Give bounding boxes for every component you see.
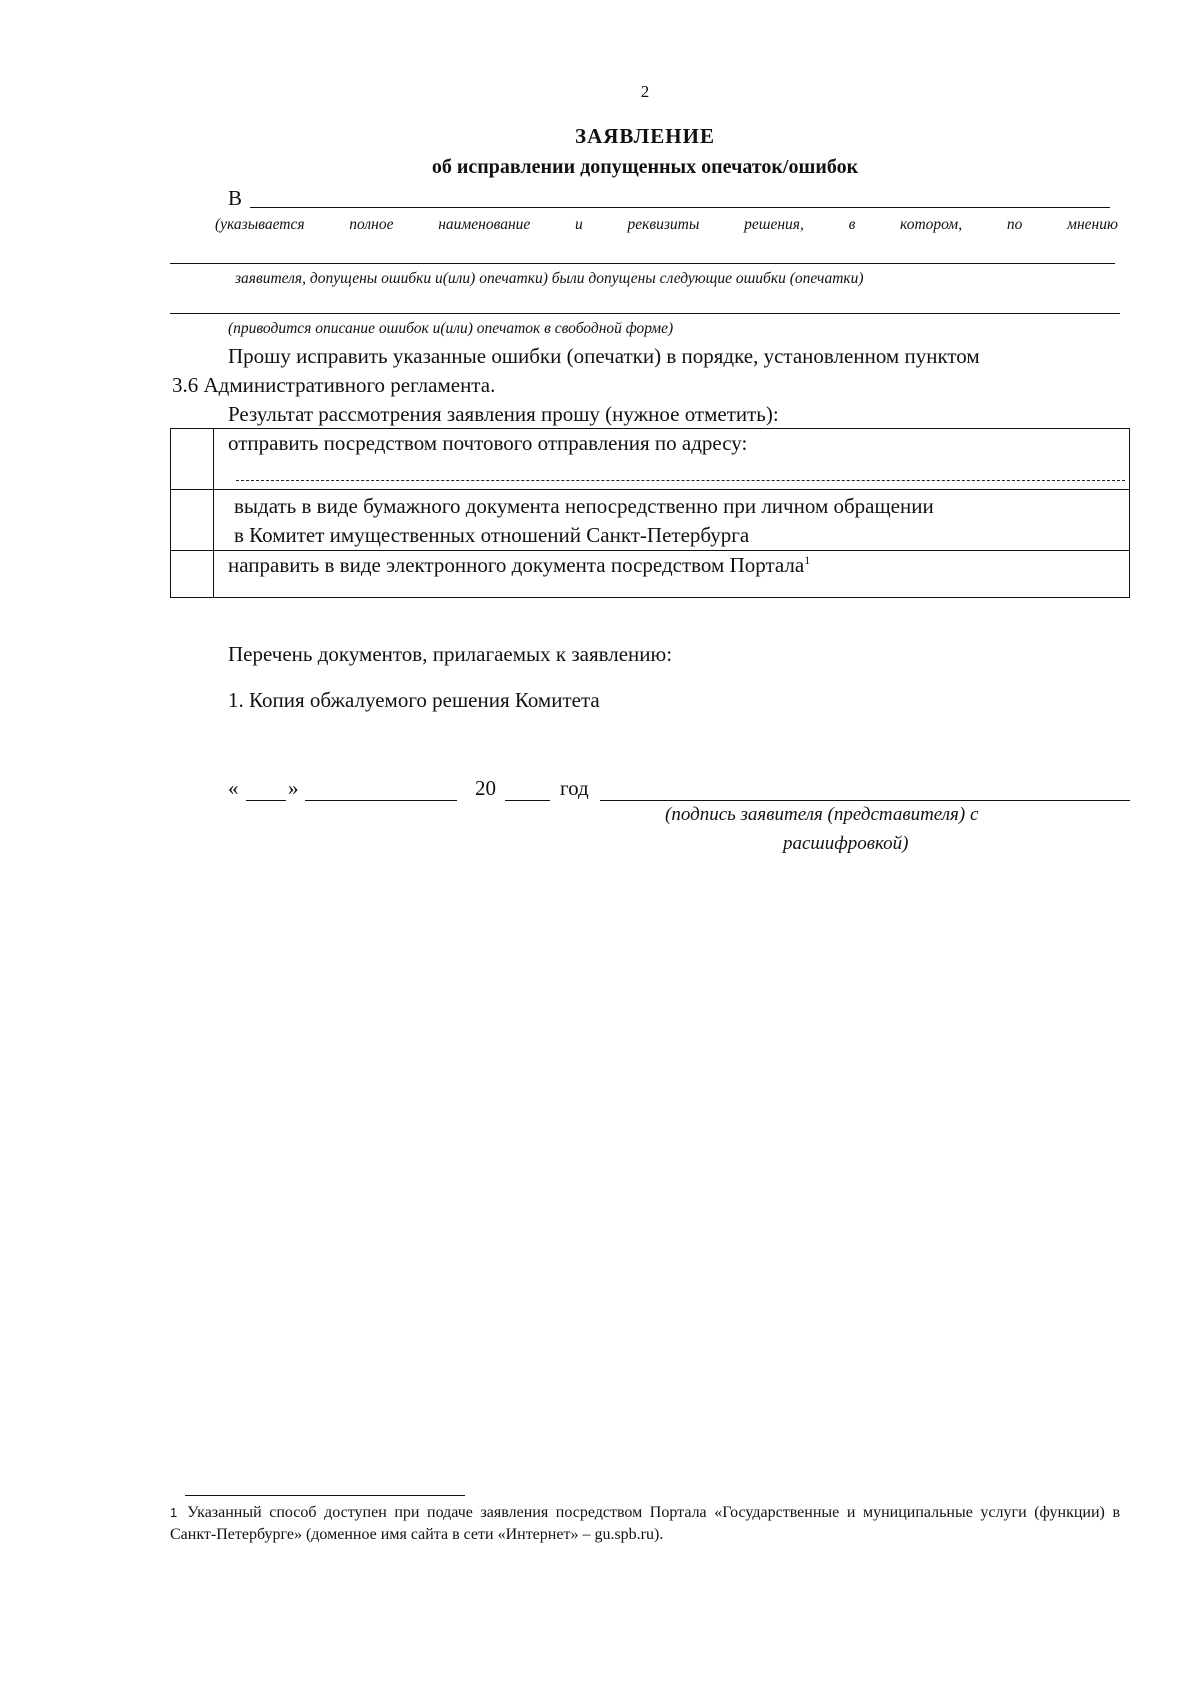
footnote-mark: 1	[170, 1505, 178, 1520]
option-row-mail	[171, 429, 1130, 490]
hint-errors-list: заявителя, допущены ошибки и(или) опечатки) были допущены следующие ошибки (опечатки)	[235, 270, 864, 287]
document-subtitle: об исправлении допущенных опечаток/ошибок	[431, 156, 859, 178]
recipient-prefix: В	[228, 186, 243, 210]
document-title: ЗАЯВЛЕНИЕ	[575, 124, 715, 148]
option-paper	[214, 490, 1130, 551]
footnote-separator	[185, 1495, 465, 1496]
option-mail-checkbox[interactable]	[171, 429, 214, 490]
errors-field-line-2[interactable]	[170, 313, 1120, 314]
hint-errors-description: (приводится описание ошибок и(или) опечаток в свободной форме)	[228, 320, 674, 337]
hint-decision-details: (указывается полное наименование и реквизиты решения, в котором, по мнению	[215, 216, 1118, 233]
page-number: 2	[640, 82, 650, 101]
date-month-field[interactable]	[305, 800, 457, 801]
signature-hint-line-1: (подпись заявителя (представителя) с	[665, 804, 979, 825]
option-row-electronic	[171, 551, 1130, 598]
date-day-field[interactable]	[246, 800, 286, 801]
request-text-line-1: Прошу исправить указанные ошибки (опечатки) в порядке, установленном пунктом	[228, 344, 980, 368]
option-mail-label: отправить посредством почтового отправления по адресу:	[228, 431, 748, 455]
date-open-quote: «	[228, 776, 239, 800]
result-options-table	[170, 428, 1130, 598]
option-paper-label-line-1: выдать в виде бумажного документа непосредственно при личном обращении	[234, 494, 934, 518]
footnote-ref: 1	[804, 553, 811, 567]
option-paper-checkbox[interactable]	[171, 490, 214, 551]
signature-field[interactable]	[600, 800, 1130, 801]
documents-label: Перечень документов, прилагаемых к заявлению:	[228, 642, 673, 666]
recipient-field[interactable]	[250, 207, 1110, 208]
date-close-quote: »	[288, 776, 299, 800]
option-paper-label-line-2: в Комитет имущественных отношений Санкт-Петербурга	[234, 523, 750, 547]
option-mail	[214, 429, 1130, 490]
signature-hint-line-2: расшифровкой)	[783, 833, 909, 854]
option-electronic	[214, 551, 1130, 598]
result-label: Результат рассмотрения заявления прошу (нужное отметить):	[228, 402, 779, 426]
option-electronic-checkbox[interactable]	[171, 551, 214, 598]
date-century: 20	[475, 776, 496, 800]
date-year-word: год	[560, 776, 589, 800]
option-row-paper	[171, 490, 1130, 551]
document-item: 1. Копия обжалуемого решения Комитета	[228, 688, 600, 712]
errors-field-line-1[interactable]	[170, 263, 1115, 264]
option-electronic-label: направить в виде электронного документа посредством Портала	[228, 553, 805, 577]
date-year-field[interactable]	[505, 800, 550, 801]
footnote	[170, 1502, 1120, 1546]
footnote-text: Указанный способ доступен при подаче заявления посредством Портала «Государственные и муниципальные услуги (функции) в Санкт-Петербурге» (доменное имя сайта в сети «Интернет» – gu.spb.ru).	[170, 1504, 1120, 1543]
mail-address-field[interactable]	[236, 462, 1125, 481]
request-text-line-2: 3.6 Административного регламента.	[172, 373, 496, 397]
